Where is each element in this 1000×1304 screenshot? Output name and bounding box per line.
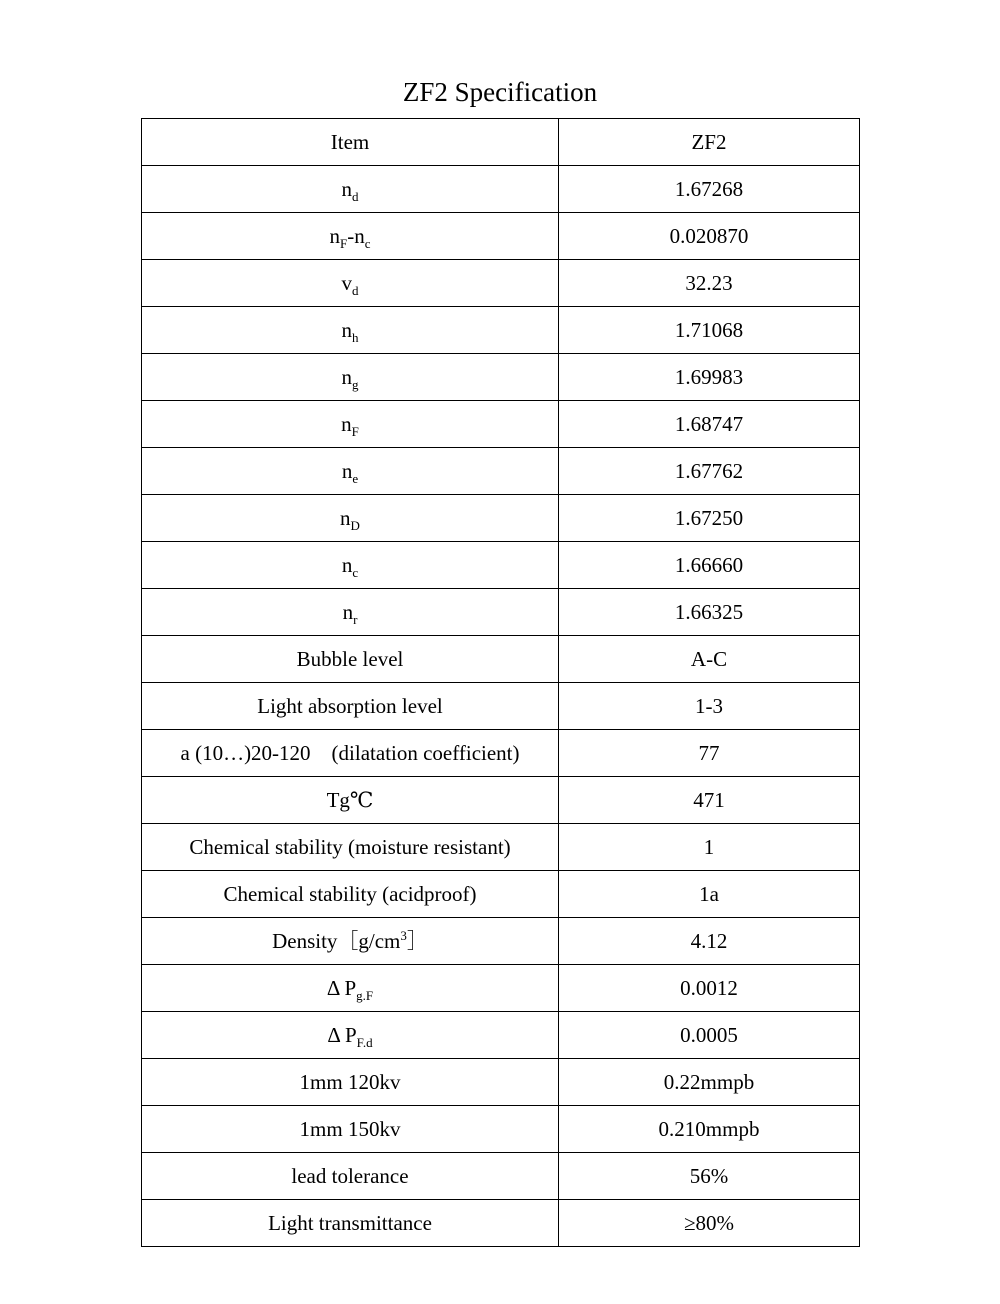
item-text: 1mm 120kv [299,1070,401,1094]
value-cell: 1-3 [559,683,860,730]
value-cell: 1.66325 [559,589,860,636]
item-text: lead tolerance [291,1164,409,1188]
item-subscript: D [350,518,360,533]
item-text: n [341,318,352,342]
item-text: n [340,506,351,530]
item-text: n [341,412,352,436]
table-row [142,871,860,918]
item-subscript: h [352,330,359,345]
table-row [142,1200,860,1247]
value-cell: 0.0005 [559,1012,860,1059]
table-row [142,1153,860,1200]
item-cell [142,1153,559,1200]
item-cell [142,166,559,213]
table-row [142,777,860,824]
header-value-cell: ZF2 [559,119,860,166]
value-cell: A-C [559,636,860,683]
item-subscript: c [352,565,359,580]
value-cell: 32.23 [559,260,860,307]
item-subscript: r [353,612,358,627]
value-cell: 1 [559,824,860,871]
item-cell [142,401,559,448]
value-cell: 56% [559,1153,860,1200]
value-cell: 77 [559,730,860,777]
item-cell [142,589,559,636]
spec-table-body [142,119,860,1247]
table-row [142,636,860,683]
value-cell: 1.66660 [559,542,860,589]
item-text: Δ P [326,976,357,1000]
item-text: n [341,459,353,483]
item-cell [142,260,559,307]
item-subscript: g.F [356,988,374,1003]
value-cell: 471 [559,777,860,824]
item-subscript-2: c [364,236,371,251]
item-subscript: F.d [356,1035,373,1050]
item-cell [142,448,559,495]
item-text: n [341,365,352,389]
item-cell [142,307,559,354]
table-row [142,260,860,307]
value-cell: 0.210mmpb [559,1106,860,1153]
value-cell: 1.67762 [559,448,860,495]
item-cell [142,1200,559,1247]
item-cell [142,636,559,683]
value-cell: 1.69983 [559,354,860,401]
item-cell [142,777,559,824]
item-text: n [329,224,340,248]
item-cell [142,871,559,918]
value-cell: 1.68747 [559,401,860,448]
item-text: Δ P [327,1023,357,1047]
item-text-continued: ］ [406,929,428,953]
table-row [142,307,860,354]
table-row [142,354,860,401]
table-row [142,542,860,589]
table-row [142,1059,860,1106]
item-text-continued: -n [347,224,365,248]
item-cell [142,683,559,730]
item-cell [142,542,559,589]
item-subscript: d [352,189,359,204]
item-text: Light transmittance [268,1211,432,1235]
item-cell [142,495,559,542]
item-superscript: 3 [400,928,407,943]
item-text: n [341,553,353,577]
table-row [142,166,860,213]
item-cell [142,1106,559,1153]
item-subscript: g [352,377,359,392]
item-cell [142,1012,559,1059]
item-text: Density［g/cm [272,929,401,953]
document-title: ZF2 Specification [402,77,598,107]
table-row [142,213,860,260]
value-cell: 0.0012 [559,965,860,1012]
item-text: 1mm 150kv [299,1117,401,1141]
item-subscript: F [339,236,348,251]
value-cell: 0.22mmpb [559,1059,860,1106]
item-text: Chemical stability (moisture resistant) [189,835,511,859]
item-text: Bubble level [296,647,404,671]
value-cell: 1.67268 [559,166,860,213]
table-row [142,495,860,542]
value-cell: 1.67250 [559,495,860,542]
item-text: Tg℃ [326,788,374,812]
item-subscript: d [352,283,359,298]
table-row [142,824,860,871]
item-subscript: F [351,424,359,439]
table-row [142,401,860,448]
item-cell [142,918,559,965]
item-cell [142,965,559,1012]
item-cell [142,354,559,401]
table-row [142,589,860,636]
value-cell: 1.71068 [559,307,860,354]
table-row [142,965,860,1012]
item-cell [142,213,559,260]
item-text: n [342,600,354,624]
spec-table [141,118,860,1247]
table-header-row [142,119,860,166]
item-text: Light absorption level [257,694,443,718]
table-row [142,1012,860,1059]
value-cell: ≥80% [559,1200,860,1247]
item-text: v [341,271,352,295]
item-cell [142,730,559,777]
item-text: a (10…)20-120 (dilatation coefficient) [180,741,520,765]
table-row [142,918,860,965]
value-cell: 0.020870 [559,213,860,260]
item-text: Chemical stability (acidproof) [223,882,477,906]
table-row [142,448,860,495]
item-text: n [341,177,352,201]
header-item-cell: Item [142,119,559,166]
table-row [142,730,860,777]
item-cell [142,1059,559,1106]
table-row [142,683,860,730]
item-subscript: e [352,471,359,486]
value-cell: 1a [559,871,860,918]
value-cell: 4.12 [559,918,860,965]
item-cell [142,824,559,871]
table-row [142,1106,860,1153]
